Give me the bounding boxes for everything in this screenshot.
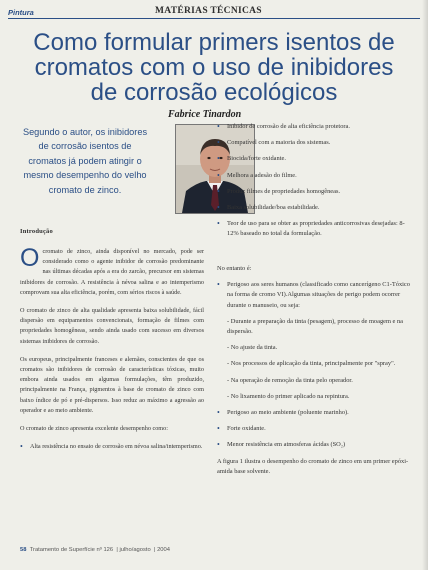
list-item: • Inibidor de corrosão de alta eficiência protetora. (217, 122, 413, 132)
sub-item: - Nos processos de aplicação da tinta, principalmente por "spray". (227, 360, 396, 368)
performance-list (20, 442, 204, 452)
sub-item: - Durante a preparação da tinta (pesagem), processo de moagem e na dispersão. (227, 317, 404, 336)
category-label: MATÉRIAS TÉCNICAS (155, 6, 262, 16)
list-item: • Perigoso ao meio ambiente (poluente marinho). (217, 408, 413, 418)
properties-list (217, 122, 413, 240)
paragraph-2: O cromato de zinco de alta qualidade apresenta baixa solubilidade, fácil dispersão em equipamentos convencionais, formação de filmes com propriedades homogêneas, sendo ainda usado com sucesso em diversos sistemas inibidores de corrosão. (20, 307, 204, 345)
list-item: • Biocida/forte oxidante. (217, 154, 413, 164)
paragraph-1: Ocromato de zinco, ainda disponível no mercado, pode ser considerado como o agente inibidor de corrosão predominante nas últimas décadas após a era do zarcão, precursor em sistemas inibidores de corrosão. A resistência à névoa salina e ao intemperismo comprovam sua alta eficiência, porém, com sérios riscos à saúde. (20, 244, 204, 296)
column-right-top (217, 122, 413, 246)
list-item: • Baixa solubilidade/boa estabilidade. (217, 203, 413, 213)
sub-item: - Na operação de remoção da tinta pelo operador. (227, 376, 353, 384)
page-gutter-shadow (422, 0, 428, 570)
page-footer: 58 Tratamento de Superfície nº 126 | julho/agosto | 2004 (20, 547, 170, 553)
header-rule (8, 18, 420, 19)
column-left (20, 244, 204, 458)
closing-paragraph: A figura 1 ilustra o desempenho do cromato de zinco em um primer epóxi-amida base solvente. (217, 457, 409, 475)
list-item: • Teor de uso para se obter as propriedades anticorrosivas desejadas: 8-12% baseado no total da formulação. (217, 219, 413, 239)
hazards-list (217, 280, 413, 311)
sub-item: - No lixamento do primer aplicado na repintura. (227, 392, 350, 400)
article-title: Como formular primers isentos de cromatos com o uso de inibidores de corrosão ecológicos (33, 29, 395, 106)
paragraph-3: Os europeus, principalmente franceses e alemães, conscientes de que os cromatos são inibidores de corrosão de características tóxicas, muito embora ainda usados em algumas formulações, têm produzido, principalmente na França, pigmentos à base de cromato de zinco com baixo índice de pó e pré-dispersos. Isso reduz ao máximo a agressão ao operador e ao meio ambiente. (20, 355, 204, 414)
page-number: 58 (20, 547, 27, 553)
list-item: • Perigoso aos seres humanos (classificado como cancerígeno C1-Tóxico na forma de cromo VI).Algumas situações de perigo podem ocorrer durante o manuseio, ou seja: (217, 280, 413, 311)
more-hazards-list (217, 408, 413, 451)
drop-cap: O (20, 244, 40, 272)
list-item: • Alta resistência no ensaio de corrosão em névoa salina/intemperismo. (20, 442, 204, 452)
list-item: • Menor resistência em atmosferas ácidas (SO₂) (217, 440, 413, 450)
journal-name: Tratamento de Superfície nº 126 (29, 547, 114, 553)
list-item: • Compatível com a maioria dos sistemas. (217, 138, 413, 148)
issue-year: 2004 (157, 547, 170, 553)
section-label: Pintura (8, 8, 34, 17)
list-item: • Forte oxidante. (217, 424, 413, 434)
column-right-bottom (217, 264, 413, 483)
list-item: • Produz filmes de propriedades homogêneas. (217, 187, 413, 197)
however-text: No entanto é: (217, 265, 252, 272)
issue-period: julho/agosto (119, 547, 151, 553)
lead-text: Segundo o autor, os inibidores de corrosão isentos de cromatos já podem atingir o mesmo desempenho do velho cromato de zinco. (22, 127, 148, 195)
list-item: • Melhora a adesão do filme. (217, 171, 413, 181)
sub-item: - No ajuste da tinta. (227, 344, 278, 352)
intro-heading: Introdução (20, 228, 53, 235)
paragraph-4: O cromato de zinco apresenta excelente desempenho como: (20, 425, 168, 433)
author-name: Fabrice Tinardon (168, 109, 242, 120)
